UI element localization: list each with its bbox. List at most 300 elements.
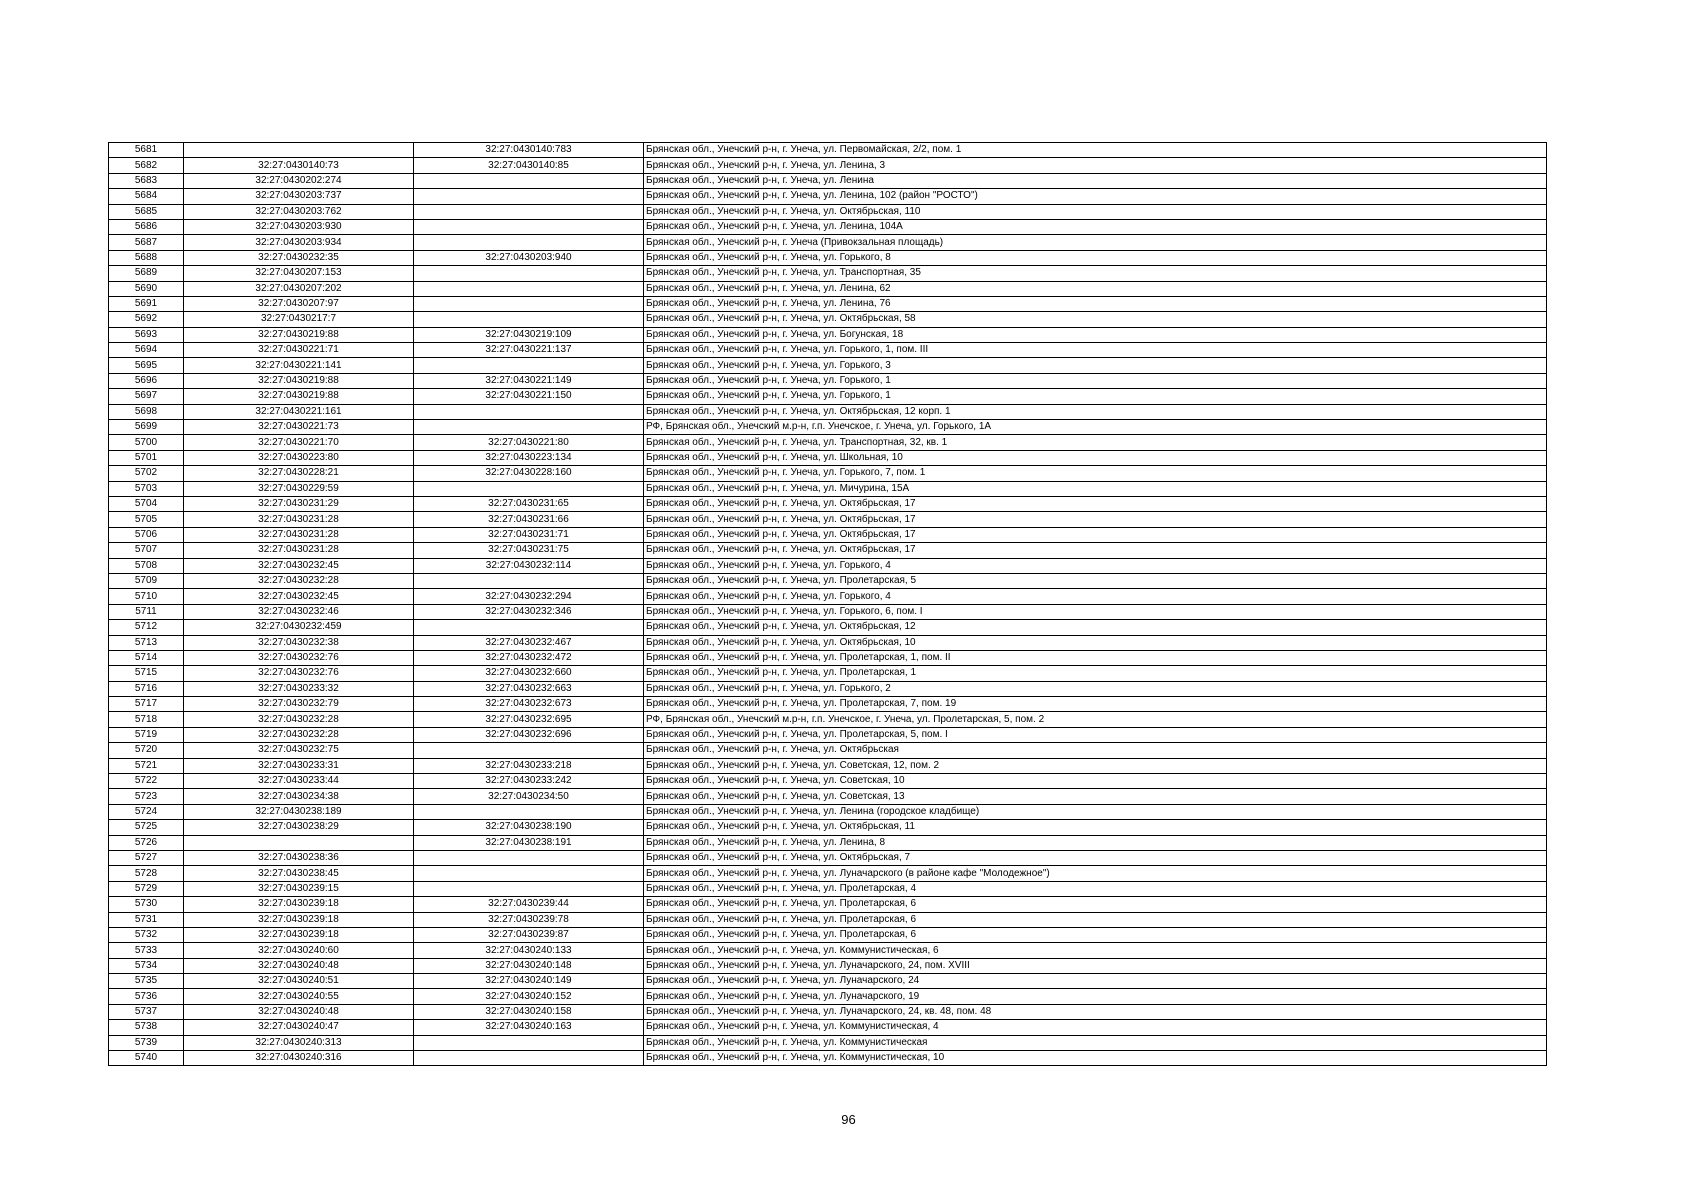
row-number-cell: 5716 [109, 681, 184, 696]
parcel-cadastral-number-cell: 32:27:0430232:75 [184, 743, 414, 758]
object-cadastral-number-cell [414, 850, 644, 865]
parcel-cadastral-number-cell: 32:27:0430221:161 [184, 404, 414, 419]
parcel-cadastral-number-cell: 32:27:0430231:28 [184, 543, 414, 558]
object-cadastral-number-cell: 32:27:0430228:160 [414, 466, 644, 481]
row-number-cell: 5691 [109, 296, 184, 311]
row-number-cell: 5687 [109, 235, 184, 250]
row-number-cell: 5709 [109, 573, 184, 588]
row-number-cell: 5682 [109, 158, 184, 173]
parcel-cadastral-number-cell: 32:27:0430221:73 [184, 420, 414, 435]
object-cadastral-number-cell [414, 204, 644, 219]
table-row [109, 1035, 1547, 1050]
address-cell: Брянская обл., Унечский р-н, г. Унеча, ул. Пролетарская, 6 [644, 897, 1547, 912]
parcel-cadastral-number-cell: 32:27:0430231:28 [184, 527, 414, 542]
table-row [109, 881, 1547, 896]
row-number-cell: 5708 [109, 558, 184, 573]
row-number-cell: 5697 [109, 389, 184, 404]
table-row [109, 204, 1547, 219]
address-cell: Брянская обл., Унечский р-н, г. Унеча, ул. Горького, 1 [644, 389, 1547, 404]
address-cell: Брянская обл., Унечский р-н, г. Унеча, ул. Горького, 2 [644, 681, 1547, 696]
parcel-cadastral-number-cell: 32:27:0430232:45 [184, 589, 414, 604]
address-cell: Брянская обл., Унечский р-н, г. Унеча, ул. Пролетарская, 7, пом. 19 [644, 697, 1547, 712]
row-number-cell: 5707 [109, 543, 184, 558]
address-cell: Брянская обл., Унечский р-н, г. Унеча, ул. Пролетарская, 5, пом. I [644, 727, 1547, 742]
table-row [109, 496, 1547, 511]
row-number-cell: 5690 [109, 281, 184, 296]
address-cell: Брянская обл., Унечский р-н, г. Унеча, ул. Советская, 10 [644, 774, 1547, 789]
table-row [109, 373, 1547, 388]
table-row [109, 1020, 1547, 1035]
parcel-cadastral-number-cell: 32:27:0430232:28 [184, 727, 414, 742]
object-cadastral-number-cell: 32:27:0430231:65 [414, 496, 644, 511]
address-cell: Брянская обл., Унечский р-н, г. Унеча, ул. Горького, 1 [644, 373, 1547, 388]
table-row [109, 296, 1547, 311]
table-row [109, 235, 1547, 250]
parcel-cadastral-number-cell: 32:27:0430219:88 [184, 389, 414, 404]
address-cell: Брянская обл., Унечский р-н, г. Унеча, ул. Горького, 3 [644, 358, 1547, 373]
row-number-cell: 5721 [109, 758, 184, 773]
parcel-cadastral-number-cell: 32:27:0430233:31 [184, 758, 414, 773]
parcel-cadastral-number-cell: 32:27:0430238:36 [184, 850, 414, 865]
address-cell: Брянская обл., Унечский р-н, г. Унеча, ул. Октябрьская, 110 [644, 204, 1547, 219]
row-number-cell: 5713 [109, 635, 184, 650]
table-row [109, 173, 1547, 188]
table-row [109, 758, 1547, 773]
object-cadastral-number-cell: 32:27:0430221:80 [414, 435, 644, 450]
parcel-cadastral-number-cell: 32:27:0430238:45 [184, 866, 414, 881]
row-number-cell: 5740 [109, 1051, 184, 1066]
object-cadastral-number-cell: 32:27:0430203:940 [414, 250, 644, 265]
address-cell: Брянская обл., Унечский р-н, г. Унеча, ул. Горького, 7, пом. 1 [644, 466, 1547, 481]
address-cell: Брянская обл., Унечский р-н, г. Унеча, ул. Горького, 4 [644, 558, 1547, 573]
object-cadastral-number-cell: 32:27:0430223:134 [414, 450, 644, 465]
object-cadastral-number-cell [414, 420, 644, 435]
address-cell: Брянская обл., Унечский р-н, г. Унеча, ул. Богунская, 18 [644, 327, 1547, 342]
row-number-cell: 5732 [109, 927, 184, 942]
table-row [109, 420, 1547, 435]
address-cell: Брянская обл., Унечский р-н, г. Унеча (Привокзальная площадь) [644, 235, 1547, 250]
row-number-cell: 5703 [109, 481, 184, 496]
object-cadastral-number-cell: 32:27:0430140:783 [414, 143, 644, 158]
address-cell: Брянская обл., Унечский р-н, г. Унеча, ул. Ленина, 8 [644, 835, 1547, 850]
row-number-cell: 5725 [109, 820, 184, 835]
row-number-cell: 5689 [109, 266, 184, 281]
row-number-cell: 5695 [109, 358, 184, 373]
address-cell: Брянская обл., Унечский р-н, г. Унеча, ул. Горького, 6, пом. I [644, 604, 1547, 619]
row-number-cell: 5726 [109, 835, 184, 850]
table-row [109, 404, 1547, 419]
registry-table-body [109, 143, 1547, 1066]
object-cadastral-number-cell: 32:27:0430240:158 [414, 1004, 644, 1019]
object-cadastral-number-cell [414, 189, 644, 204]
row-number-cell: 5705 [109, 512, 184, 527]
object-cadastral-number-cell: 32:27:0430231:75 [414, 543, 644, 558]
parcel-cadastral-number-cell: 32:27:0430202:274 [184, 173, 414, 188]
object-cadastral-number-cell: 32:27:0430232:114 [414, 558, 644, 573]
object-cadastral-number-cell: 32:27:0430232:660 [414, 666, 644, 681]
table-row [109, 450, 1547, 465]
parcel-cadastral-number-cell: 32:27:0430240:48 [184, 1004, 414, 1019]
object-cadastral-number-cell: 32:27:0430239:44 [414, 897, 644, 912]
address-cell: Брянская обл., Унечский р-н, г. Унеча, ул. Октябрьская, 7 [644, 850, 1547, 865]
parcel-cadastral-number-cell: 32:27:0430221:70 [184, 435, 414, 450]
table-row [109, 943, 1547, 958]
table-row [109, 835, 1547, 850]
address-cell: Брянская обл., Унечский р-н, г. Унеча, ул. Луначарского, 24, пом. XVIII [644, 958, 1547, 973]
table-row [109, 481, 1547, 496]
address-cell: Брянская обл., Унечский р-н, г. Унеча, ул. Мичурина, 15А [644, 481, 1547, 496]
object-cadastral-number-cell [414, 173, 644, 188]
object-cadastral-number-cell: 32:27:0430232:673 [414, 697, 644, 712]
parcel-cadastral-number-cell: 32:27:0430233:32 [184, 681, 414, 696]
object-cadastral-number-cell: 32:27:0430239:78 [414, 912, 644, 927]
row-number-cell: 5722 [109, 774, 184, 789]
object-cadastral-number-cell: 32:27:0430238:191 [414, 835, 644, 850]
page-number: 96 [841, 1112, 856, 1127]
table-row [109, 189, 1547, 204]
table-row [109, 327, 1547, 342]
table-row [109, 589, 1547, 604]
table-row [109, 897, 1547, 912]
address-cell: Брянская обл., Унечский р-н, г. Унеча, ул. Ленина, 104А [644, 219, 1547, 234]
table-row [109, 743, 1547, 758]
row-number-cell: 5712 [109, 620, 184, 635]
row-number-cell: 5731 [109, 912, 184, 927]
table-row [109, 958, 1547, 973]
row-number-cell: 5714 [109, 650, 184, 665]
address-cell: Брянская обл., Унечский р-н, г. Унеча, ул. Первомайская, 2/2, пом. 1 [644, 143, 1547, 158]
object-cadastral-number-cell [414, 219, 644, 234]
object-cadastral-number-cell [414, 881, 644, 896]
parcel-cadastral-number-cell: 32:27:0430234:38 [184, 789, 414, 804]
address-cell: Брянская обл., Унечский р-н, г. Унеча, ул. Октябрьская, 12 [644, 620, 1547, 635]
address-cell: Брянская обл., Унечский р-н, г. Унеча, ул. Октябрьская, 17 [644, 496, 1547, 511]
object-cadastral-number-cell: 32:27:0430231:66 [414, 512, 644, 527]
row-number-cell: 5681 [109, 143, 184, 158]
address-cell: Брянская обл., Унечский р-н, г. Унеча, ул. Советская, 12, пом. 2 [644, 758, 1547, 773]
object-cadastral-number-cell: 32:27:0430232:294 [414, 589, 644, 604]
parcel-cadastral-number-cell: 32:27:0430239:18 [184, 912, 414, 927]
object-cadastral-number-cell [414, 1035, 644, 1050]
table-row [109, 358, 1547, 373]
table-row [109, 1051, 1547, 1066]
table-row [109, 666, 1547, 681]
address-cell: Брянская обл., Унечский р-н, г. Унеча, ул. Октябрьская [644, 743, 1547, 758]
row-number-cell: 5684 [109, 189, 184, 204]
address-cell: Брянская обл., Унечский р-н, г. Унеча, ул. Коммунистическая, 4 [644, 1020, 1547, 1035]
address-cell: Брянская обл., Унечский р-н, г. Унеча, ул. Октябрьская, 10 [644, 635, 1547, 650]
address-cell: Брянская обл., Унечский р-н, г. Унеча, ул. Горького, 1, пом. III [644, 343, 1547, 358]
address-cell: Брянская обл., Унечский р-н, г. Унеча, ул. Октябрьская, 17 [644, 527, 1547, 542]
object-cadastral-number-cell [414, 404, 644, 419]
parcel-cadastral-number-cell: 32:27:0430240:51 [184, 974, 414, 989]
address-cell: Брянская обл., Унечский р-н, г. Унеча, ул. Пролетарская, 6 [644, 927, 1547, 942]
table-row [109, 312, 1547, 327]
address-cell: Брянская обл., Унечский р-н, г. Унеча, ул. Ленина (городское кладбище) [644, 804, 1547, 819]
parcel-cadastral-number-cell: 32:27:0430238:189 [184, 804, 414, 819]
object-cadastral-number-cell: 32:27:0430240:149 [414, 974, 644, 989]
table-row [109, 820, 1547, 835]
object-cadastral-number-cell: 32:27:0430240:133 [414, 943, 644, 958]
table-row [109, 850, 1547, 865]
row-number-cell: 5728 [109, 866, 184, 881]
table-row [109, 558, 1547, 573]
address-cell: Брянская обл., Унечский р-н, г. Унеча, ул. Октябрьская, 12 корп. 1 [644, 404, 1547, 419]
object-cadastral-number-cell [414, 235, 644, 250]
row-number-cell: 5700 [109, 435, 184, 450]
parcel-cadastral-number-cell: 32:27:0430240:60 [184, 943, 414, 958]
parcel-cadastral-number-cell: 32:27:0430231:29 [184, 496, 414, 511]
parcel-cadastral-number-cell: 32:27:0430232:38 [184, 635, 414, 650]
parcel-cadastral-number-cell [184, 143, 414, 158]
object-cadastral-number-cell: 32:27:0430240:148 [414, 958, 644, 973]
address-cell: Брянская обл., Унечский р-н, г. Унеча, ул. Школьная, 10 [644, 450, 1547, 465]
row-number-cell: 5685 [109, 204, 184, 219]
parcel-cadastral-number-cell: 32:27:0430240:316 [184, 1051, 414, 1066]
object-cadastral-number-cell [414, 866, 644, 881]
table-row [109, 527, 1547, 542]
parcel-cadastral-number-cell: 32:27:0430232:45 [184, 558, 414, 573]
table-row [109, 927, 1547, 942]
address-cell: Брянская обл., Унечский р-н, г. Унеча, ул. Октябрьская, 17 [644, 543, 1547, 558]
address-cell: Брянская обл., Унечский р-н, г. Унеча, ул. Луначарского, 24, кв. 48, пом. 48 [644, 1004, 1547, 1019]
parcel-cadastral-number-cell: 32:27:0430232:76 [184, 666, 414, 681]
table-row [109, 620, 1547, 635]
address-cell: Брянская обл., Унечский р-н, г. Унеча, ул. Советская, 13 [644, 789, 1547, 804]
address-cell: Брянская обл., Унечский р-н, г. Унеча, ул. Ленина [644, 173, 1547, 188]
object-cadastral-number-cell: 32:27:0430233:218 [414, 758, 644, 773]
address-cell: Брянская обл., Унечский р-н, г. Унеча, ул. Транспортная, 35 [644, 266, 1547, 281]
parcel-cadastral-number-cell: 32:27:0430239:18 [184, 927, 414, 942]
row-number-cell: 5718 [109, 712, 184, 727]
address-cell: РФ, Брянская обл., Унечский м.р-н, г.п. Унечское, г. Унеча, ул. Горького, 1А [644, 420, 1547, 435]
table-row [109, 727, 1547, 742]
address-cell: Брянская обл., Унечский р-н, г. Унеча, ул. Горького, 8 [644, 250, 1547, 265]
parcel-cadastral-number-cell: 32:27:0430229:59 [184, 481, 414, 496]
row-number-cell: 5698 [109, 404, 184, 419]
row-number-cell: 5710 [109, 589, 184, 604]
address-cell: Брянская обл., Унечский р-н, г. Унеча, ул. Луначарского, 24 [644, 974, 1547, 989]
address-cell: Брянская обл., Унечский р-н, г. Унеча, ул. Коммунистическая, 6 [644, 943, 1547, 958]
object-cadastral-number-cell: 32:27:0430232:663 [414, 681, 644, 696]
row-number-cell: 5720 [109, 743, 184, 758]
table-row [109, 974, 1547, 989]
row-number-cell: 5717 [109, 697, 184, 712]
object-cadastral-number-cell [414, 296, 644, 311]
address-cell: Брянская обл., Унечский р-н, г. Унеча, ул. Луначарского (в районе кафе "Молодежное") [644, 866, 1547, 881]
parcel-cadastral-number-cell: 32:27:0430228:21 [184, 466, 414, 481]
object-cadastral-number-cell: 32:27:0430232:472 [414, 650, 644, 665]
parcel-cadastral-number-cell: 32:27:0430207:153 [184, 266, 414, 281]
address-cell: Брянская обл., Унечский р-н, г. Унеча, ул. Пролетарская, 1 [644, 666, 1547, 681]
parcel-cadastral-number-cell: 32:27:0430219:88 [184, 373, 414, 388]
table-row [109, 804, 1547, 819]
row-number-cell: 5701 [109, 450, 184, 465]
table-row [109, 1004, 1547, 1019]
object-cadastral-number-cell: 32:27:0430239:87 [414, 927, 644, 942]
table-row [109, 712, 1547, 727]
table-row [109, 435, 1547, 450]
table-row [109, 219, 1547, 234]
table-row [109, 389, 1547, 404]
parcel-cadastral-number-cell: 32:27:0430239:15 [184, 881, 414, 896]
row-number-cell: 5723 [109, 789, 184, 804]
address-cell: Брянская обл., Унечский р-н, г. Унеча, ул. Пролетарская, 5 [644, 573, 1547, 588]
table-row [109, 343, 1547, 358]
table-row [109, 989, 1547, 1004]
object-cadastral-number-cell [414, 1051, 644, 1066]
table-row [109, 250, 1547, 265]
table-row [109, 789, 1547, 804]
object-cadastral-number-cell [414, 481, 644, 496]
object-cadastral-number-cell: 32:27:0430231:71 [414, 527, 644, 542]
row-number-cell: 5727 [109, 850, 184, 865]
table-row [109, 681, 1547, 696]
address-cell: Брянская обл., Унечский р-н, г. Унеча, ул. Коммунистическая, 10 [644, 1051, 1547, 1066]
row-number-cell: 5688 [109, 250, 184, 265]
row-number-cell: 5739 [109, 1035, 184, 1050]
parcel-cadastral-number-cell: 32:27:0430140:73 [184, 158, 414, 173]
parcel-cadastral-number-cell: 32:27:0430240:47 [184, 1020, 414, 1035]
row-number-cell: 5696 [109, 373, 184, 388]
address-cell: Брянская обл., Унечский р-н, г. Унеча, ул. Ленина, 102 (район "РОСТО") [644, 189, 1547, 204]
parcel-cadastral-number-cell: 32:27:0430232:46 [184, 604, 414, 619]
table-row [109, 512, 1547, 527]
parcel-cadastral-number-cell: 32:27:0430207:97 [184, 296, 414, 311]
row-number-cell: 5729 [109, 881, 184, 896]
row-number-cell: 5706 [109, 527, 184, 542]
object-cadastral-number-cell: 32:27:0430232:467 [414, 635, 644, 650]
parcel-cadastral-number-cell: 32:27:0430240:48 [184, 958, 414, 973]
object-cadastral-number-cell: 32:27:0430238:190 [414, 820, 644, 835]
object-cadastral-number-cell [414, 266, 644, 281]
parcel-cadastral-number-cell [184, 835, 414, 850]
parcel-cadastral-number-cell: 32:27:0430240:313 [184, 1035, 414, 1050]
table-row [109, 774, 1547, 789]
object-cadastral-number-cell [414, 743, 644, 758]
object-cadastral-number-cell: 32:27:0430221:150 [414, 389, 644, 404]
table-row [109, 635, 1547, 650]
table-row [109, 866, 1547, 881]
table-row [109, 281, 1547, 296]
object-cadastral-number-cell: 32:27:0430233:242 [414, 774, 644, 789]
row-number-cell: 5699 [109, 420, 184, 435]
row-number-cell: 5704 [109, 496, 184, 511]
address-cell: Брянская обл., Унечский р-н, г. Унеча, ул. Ленина, 76 [644, 296, 1547, 311]
address-cell: Брянская обл., Унечский р-н, г. Унеча, ул. Октябрьская, 58 [644, 312, 1547, 327]
address-cell: Брянская обл., Унечский р-н, г. Унеча, ул. Пролетарская, 4 [644, 881, 1547, 896]
object-cadastral-number-cell: 32:27:0430232:695 [414, 712, 644, 727]
parcel-cadastral-number-cell: 32:27:0430239:18 [184, 897, 414, 912]
object-cadastral-number-cell: 32:27:0430221:137 [414, 343, 644, 358]
address-cell: Брянская обл., Унечский р-н, г. Унеча, ул. Пролетарская, 1, пом. II [644, 650, 1547, 665]
row-number-cell: 5683 [109, 173, 184, 188]
parcel-cadastral-number-cell: 32:27:0430203:762 [184, 204, 414, 219]
table-row [109, 466, 1547, 481]
object-cadastral-number-cell [414, 573, 644, 588]
parcel-cadastral-number-cell: 32:27:0430240:55 [184, 989, 414, 1004]
parcel-cadastral-number-cell: 32:27:0430238:29 [184, 820, 414, 835]
table-row [109, 543, 1547, 558]
object-cadastral-number-cell: 32:27:0430219:109 [414, 327, 644, 342]
table-row [109, 650, 1547, 665]
object-cadastral-number-cell [414, 804, 644, 819]
parcel-cadastral-number-cell: 32:27:0430203:934 [184, 235, 414, 250]
parcel-cadastral-number-cell: 32:27:0430219:88 [184, 327, 414, 342]
row-number-cell: 5735 [109, 974, 184, 989]
address-cell: Брянская обл., Унечский р-н, г. Унеча, ул. Ленина, 3 [644, 158, 1547, 173]
object-cadastral-number-cell [414, 281, 644, 296]
object-cadastral-number-cell [414, 312, 644, 327]
row-number-cell: 5736 [109, 989, 184, 1004]
row-number-cell: 5692 [109, 312, 184, 327]
object-cadastral-number-cell: 32:27:0430140:85 [414, 158, 644, 173]
table-row [109, 573, 1547, 588]
parcel-cadastral-number-cell: 32:27:0430232:79 [184, 697, 414, 712]
parcel-cadastral-number-cell: 32:27:0430221:141 [184, 358, 414, 373]
row-number-cell: 5686 [109, 219, 184, 234]
registry-table [108, 142, 1547, 1066]
parcel-cadastral-number-cell: 32:27:0430232:459 [184, 620, 414, 635]
table-row [109, 697, 1547, 712]
row-number-cell: 5715 [109, 666, 184, 681]
row-number-cell: 5730 [109, 897, 184, 912]
object-cadastral-number-cell [414, 358, 644, 373]
row-number-cell: 5734 [109, 958, 184, 973]
row-number-cell: 5711 [109, 604, 184, 619]
object-cadastral-number-cell: 32:27:0430232:346 [414, 604, 644, 619]
object-cadastral-number-cell: 32:27:0430221:149 [414, 373, 644, 388]
row-number-cell: 5724 [109, 804, 184, 819]
address-cell: Брянская обл., Унечский р-н, г. Унеча, ул. Октябрьская, 11 [644, 820, 1547, 835]
address-cell: Брянская обл., Унечский р-н, г. Унеча, ул. Пролетарская, 6 [644, 912, 1547, 927]
object-cadastral-number-cell [414, 620, 644, 635]
row-number-cell: 5719 [109, 727, 184, 742]
row-number-cell: 5738 [109, 1020, 184, 1035]
parcel-cadastral-number-cell: 32:27:0430232:35 [184, 250, 414, 265]
parcel-cadastral-number-cell: 32:27:0430232:28 [184, 712, 414, 727]
table-row [109, 912, 1547, 927]
row-number-cell: 5733 [109, 943, 184, 958]
row-number-cell: 5693 [109, 327, 184, 342]
address-cell: Брянская обл., Унечский р-н, г. Унеча, ул. Горького, 4 [644, 589, 1547, 604]
parcel-cadastral-number-cell: 32:27:0430232:76 [184, 650, 414, 665]
object-cadastral-number-cell: 32:27:0430232:696 [414, 727, 644, 742]
row-number-cell: 5702 [109, 466, 184, 481]
address-cell: Брянская обл., Унечский р-н, г. Унеча, ул. Коммунистическая [644, 1035, 1547, 1050]
address-cell: Брянская обл., Унечский р-н, г. Унеча, ул. Октябрьская, 17 [644, 512, 1547, 527]
object-cadastral-number-cell: 32:27:0430240:163 [414, 1020, 644, 1035]
object-cadastral-number-cell: 32:27:0430234:50 [414, 789, 644, 804]
parcel-cadastral-number-cell: 32:27:0430223:80 [184, 450, 414, 465]
address-cell: Брянская обл., Унечский р-н, г. Унеча, ул. Транспортная, 32, кв. 1 [644, 435, 1547, 450]
parcel-cadastral-number-cell: 32:27:0430231:28 [184, 512, 414, 527]
address-cell: Брянская обл., Унечский р-н, г. Унеча, ул. Луначарского, 19 [644, 989, 1547, 1004]
table-row [109, 158, 1547, 173]
object-cadastral-number-cell: 32:27:0430240:152 [414, 989, 644, 1004]
address-cell: РФ, Брянская обл., Унечский м.р-н, г.п. Унечское, г. Унеча, ул. Пролетарская, 5, пом. 2 [644, 712, 1547, 727]
address-cell: Брянская обл., Унечский р-н, г. Унеча, ул. Ленина, 62 [644, 281, 1547, 296]
parcel-cadastral-number-cell: 32:27:0430217:7 [184, 312, 414, 327]
parcel-cadastral-number-cell: 32:27:0430203:930 [184, 219, 414, 234]
row-number-cell: 5737 [109, 1004, 184, 1019]
table-row [109, 143, 1547, 158]
parcel-cadastral-number-cell: 32:27:0430232:28 [184, 573, 414, 588]
row-number-cell: 5694 [109, 343, 184, 358]
table-row [109, 266, 1547, 281]
parcel-cadastral-number-cell: 32:27:0430203:737 [184, 189, 414, 204]
parcel-cadastral-number-cell: 32:27:0430233:44 [184, 774, 414, 789]
